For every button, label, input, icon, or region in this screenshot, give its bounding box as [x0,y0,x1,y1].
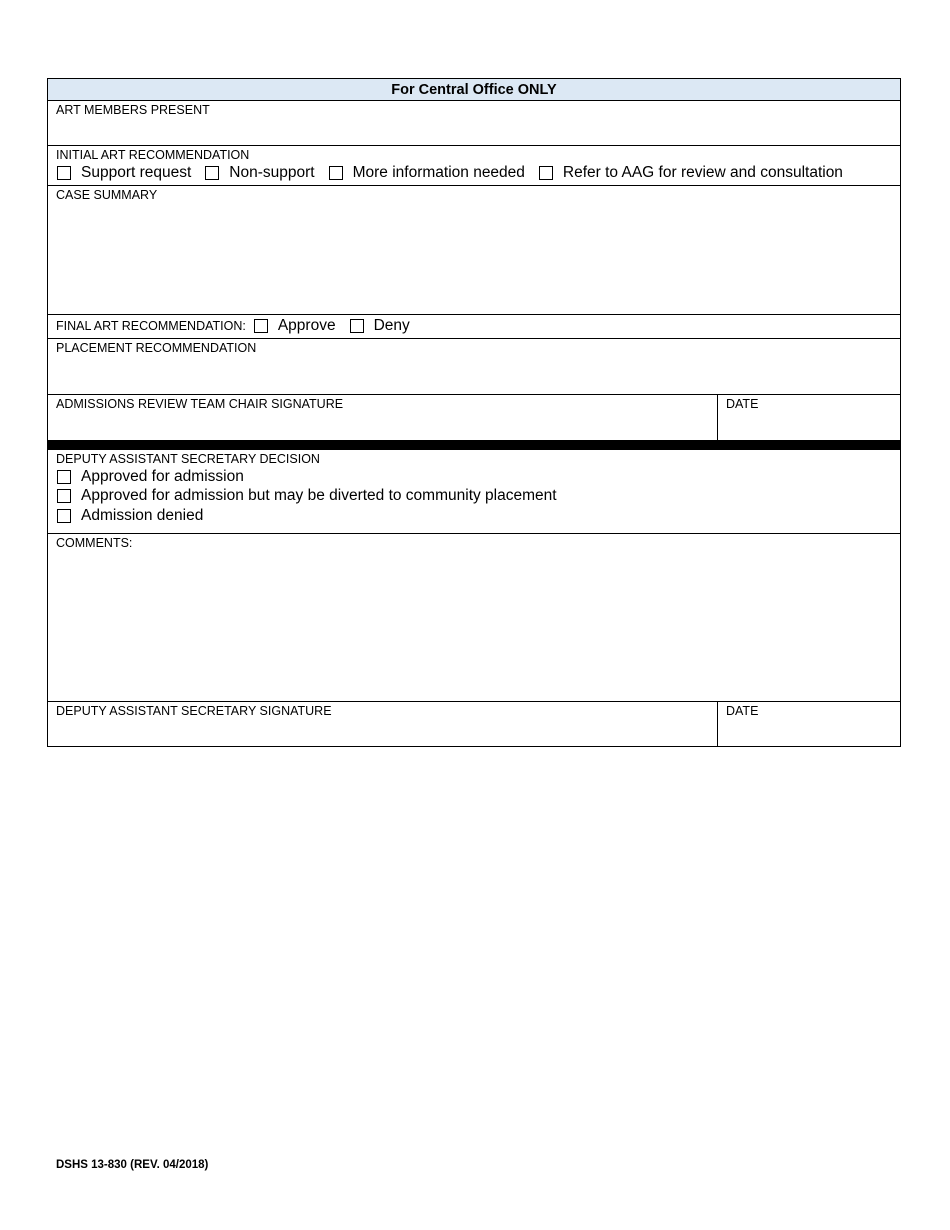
central-office-form [47,78,901,747]
non-support-checkbox[interactable] [205,166,219,180]
art-members-label: ART MEMBERS PRESENT [56,103,210,117]
comments-field[interactable] [48,534,900,702]
refer-aag-option[interactable]: Refer to AAG for review and consultation [539,163,843,183]
das-date-label: DATE [726,704,759,718]
form-header: For Central Office ONLY [48,79,900,101]
placement-recommendation-field[interactable] [48,339,900,395]
form-number: DSHS 13-830 (REV. 04/2018) [56,1159,209,1171]
initial-recommendation-section [48,146,900,186]
more-info-checkbox[interactable] [329,166,343,180]
admission-denied-option[interactable]: Admission denied [57,506,900,526]
art-chair-signature-label: ADMISSIONS REVIEW TEAM CHAIR SIGNATURE [56,397,344,411]
support-request-option[interactable]: Support request [57,163,191,183]
approved-checkbox[interactable] [57,470,71,484]
refer-aag-checkbox[interactable] [539,166,553,180]
admission-denied-checkbox[interactable] [57,509,71,523]
case-summary-field[interactable] [48,186,900,315]
initial-recommendation-label: INITIAL ART RECOMMENDATION [56,148,250,162]
section-divider [48,440,900,450]
deny-option[interactable]: Deny [350,317,410,335]
final-recommendation-label: FINAL ART RECOMMENDATION: [56,319,246,333]
deny-checkbox[interactable] [350,319,364,333]
das-signature-label: DEPUTY ASSISTANT SECRETARY SIGNATURE [56,704,332,718]
case-summary-label: CASE SUMMARY [56,188,158,202]
das-signature-field[interactable] [48,702,718,746]
das-decision-label: DEPUTY ASSISTANT SECRETARY DECISION [56,452,320,466]
das-decision-section [48,450,900,534]
art-chair-date-label: DATE [726,397,759,411]
das-date-field[interactable] [718,702,900,746]
approve-checkbox[interactable] [254,319,268,333]
art-members-field[interactable] [48,101,900,146]
art-chair-date-field[interactable] [718,395,900,440]
support-request-checkbox[interactable] [57,166,71,180]
final-recommendation-section [48,315,900,339]
approved-diverted-option[interactable]: Approved for admission but may be diverted to community placement [57,487,900,507]
das-signature-row [48,702,900,746]
art-chair-signature-field[interactable] [48,395,718,440]
non-support-option[interactable]: Non-support [205,163,314,183]
placement-recommendation-label: PLACEMENT RECOMMENDATION [56,341,257,355]
approved-option[interactable]: Approved for admission [57,467,900,487]
approve-option[interactable]: Approve [254,317,336,335]
more-info-option[interactable]: More information needed [329,163,525,183]
art-chair-signature-row [48,395,900,440]
approved-diverted-checkbox[interactable] [57,489,71,503]
comments-label: COMMENTS: [56,536,133,550]
